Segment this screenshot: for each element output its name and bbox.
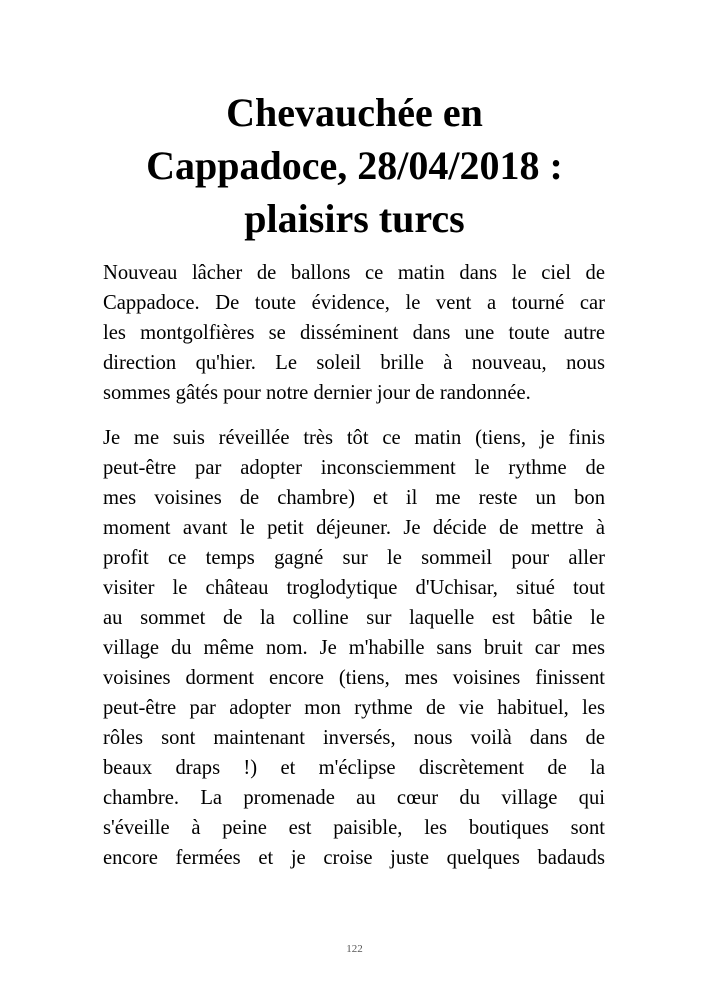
paragraph-1 bbox=[103, 258, 605, 408]
text-line: sommes gâtés pour notre dernier jour de randonnée. bbox=[103, 382, 531, 404]
text-line: chambre. La promenade au cœur du village qui bbox=[103, 787, 605, 809]
page-number: 122 bbox=[346, 943, 363, 955]
paragraph-2 bbox=[103, 423, 605, 873]
text-line: beaux draps !) et m'éclipse discrètement de la bbox=[103, 757, 605, 779]
text-line: rôles sont maintenant inversés, nous voilà dans de bbox=[103, 727, 605, 749]
text-line: visiter le château troglodytique d'Uchisar, situé tout bbox=[103, 577, 605, 599]
text-line: peut-être par adopter mon rythme de vie habituel, les bbox=[103, 697, 605, 719]
text-line: Nouveau lâcher de ballons ce matin dans le ciel de bbox=[103, 262, 605, 284]
text-line: au sommet de la colline sur laquelle est bâtie le bbox=[103, 607, 605, 629]
text-line: village du même nom. Je m'habille sans bruit car mes bbox=[103, 637, 605, 659]
text-line: mes voisines de chambre) et il me reste un bon bbox=[103, 487, 605, 509]
text-line: les montgolfières se disséminent dans une toute autre bbox=[103, 322, 605, 344]
page-title bbox=[60, 86, 649, 245]
title-line: plaisirs turcs bbox=[244, 196, 465, 241]
text-line: voisines dorment encore (tiens, mes voisines finissent bbox=[103, 667, 605, 689]
text-line: peut-être par adopter inconsciemment le rythme de bbox=[103, 457, 605, 479]
text-line: Je me suis réveillée très tôt ce matin (tiens, je finis bbox=[103, 427, 605, 449]
text-line: direction qu'hier. Le soleil brille à nouveau, nous bbox=[103, 352, 605, 374]
title-line: Chevauchée en bbox=[226, 90, 483, 135]
text-line: profit ce temps gagné sur le sommeil pour aller bbox=[103, 547, 605, 569]
text-line: moment avant le petit déjeuner. Je décide de mettre à bbox=[103, 517, 605, 539]
text-line: Cappadoce. De toute évidence, le vent a tourné car bbox=[103, 292, 605, 314]
title-line: Cappadoce, 28/04/2018 : bbox=[146, 143, 563, 188]
text-line: encore fermées et je croise juste quelques badauds bbox=[103, 847, 605, 869]
text-line: s'éveille à peine est paisible, les boutiques sont bbox=[103, 817, 605, 839]
body-text bbox=[103, 258, 605, 888]
